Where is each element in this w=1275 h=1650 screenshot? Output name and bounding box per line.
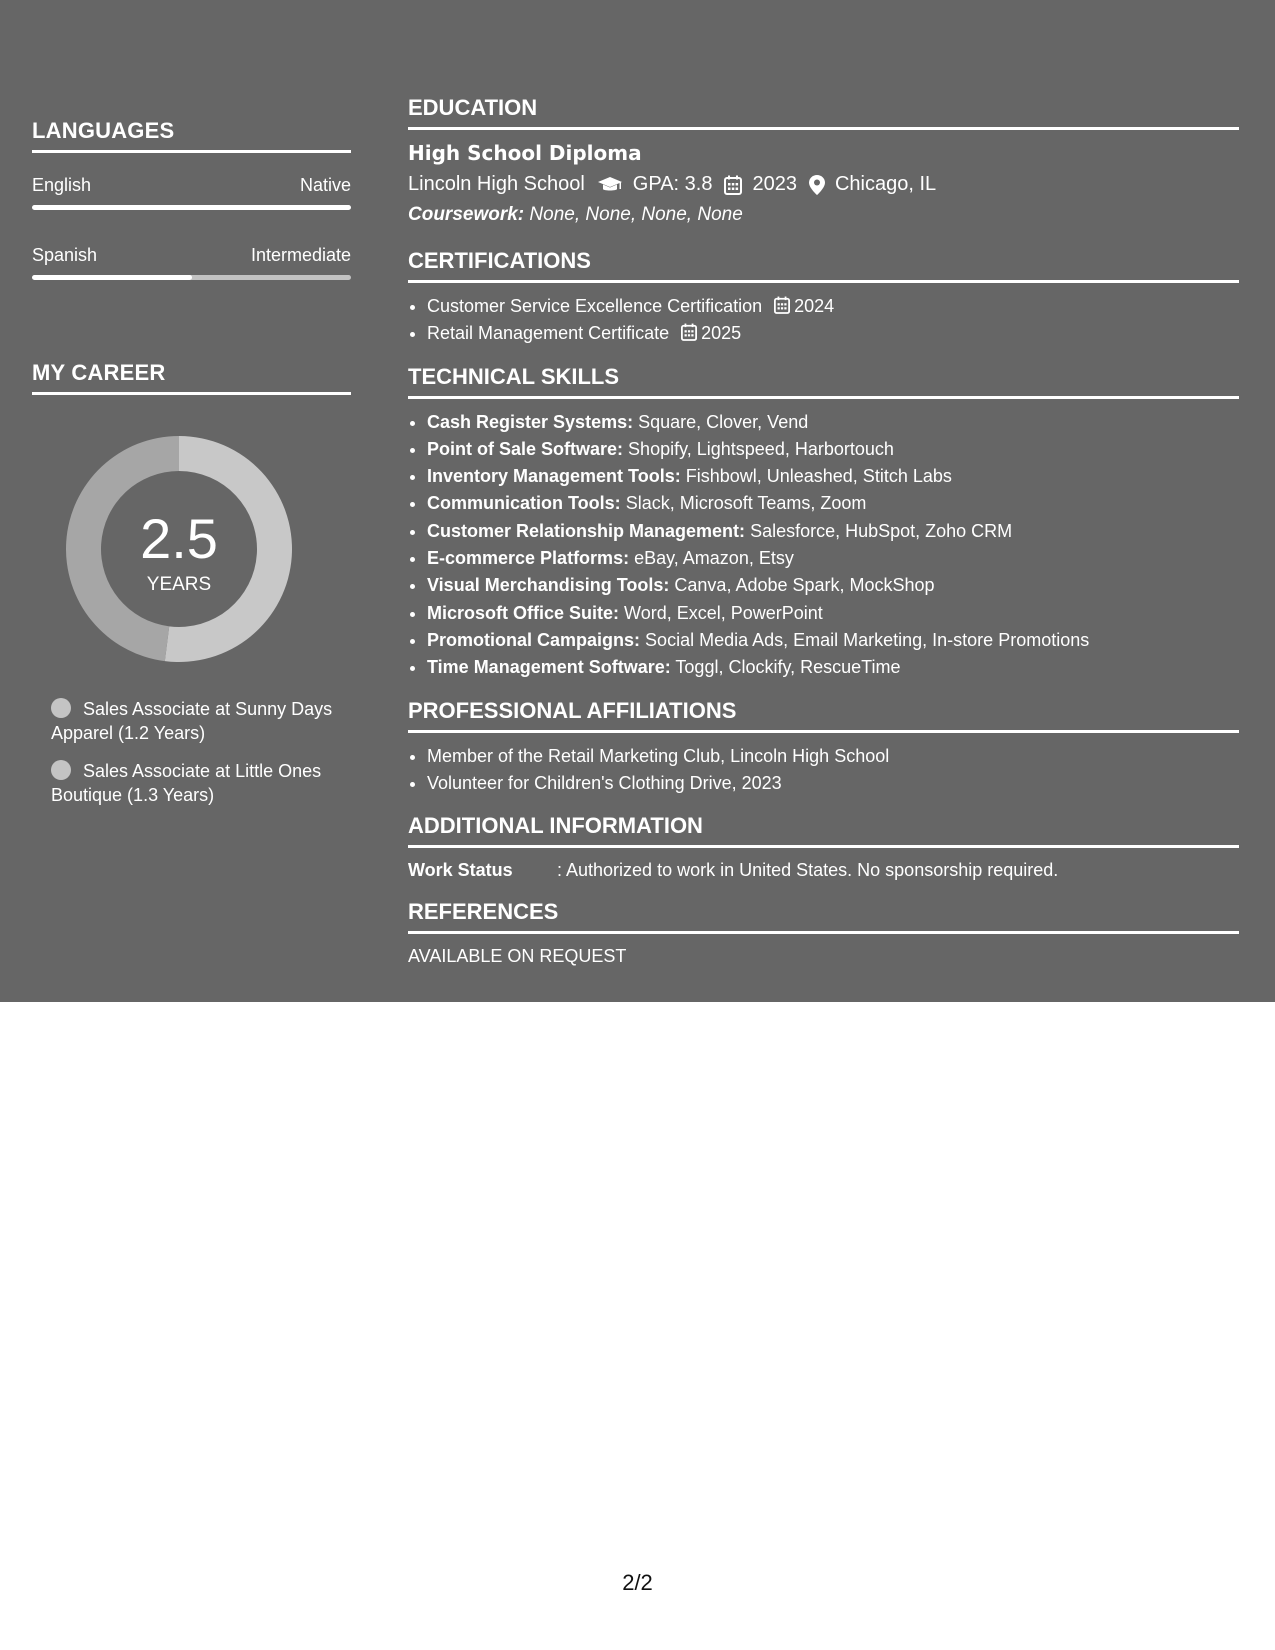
work-status-value: : Authorized to work in United States. No sponsorship required. [557,860,1059,881]
career-item [51,759,341,807]
additional-info-title: ADDITIONAL INFORMATION [408,813,1239,848]
skills-section [408,364,1239,682]
certification-year: 2025 [701,323,742,344]
gpa: GPA: 3.8 [632,173,713,195]
coursework-value: None, None, None, None [529,204,743,225]
affiliations-title: PROFESSIONAL AFFILIATIONS [408,698,1239,733]
skill-value: Salesforce, HubSpot, Zoho CRM [750,520,1013,541]
references-text: AVAILABLE ON REQUEST [408,946,627,967]
list-item [427,572,1239,599]
list-item [427,463,1239,490]
skill-value: Square, Clover, Vend [638,411,809,432]
career-item-label: Sales Associate at Little Ones Boutique (1.3 Years) [51,761,322,805]
education-meta [408,173,1239,196]
career-item [51,697,341,745]
skill-value: Shopify, Lightspeed, Harbortouch [628,438,894,459]
skills-title: TECHNICAL SKILLS [408,364,1239,399]
list-item [427,600,1239,627]
skill-label: Visual Merchandising Tools: [427,575,670,596]
skills-list [408,409,1239,682]
skill-label: Cash Register Systems: [427,411,634,432]
skill-value: eBay, Amazon, Etsy [634,548,794,569]
language-row-spanish [32,245,351,266]
list-item [427,518,1239,545]
list-item [427,293,1239,320]
list-item: • Member of the Retail Marketing Club, Lincoln High School [427,743,1239,770]
career-total-value: 2.5 [140,507,218,570]
list-item [427,627,1239,654]
graduation-year: 2023 [752,173,797,195]
affiliations-section [408,698,1239,798]
skill-label: Customer Relationship Management: [427,520,746,541]
certification-name: Customer Service Excellence Certification [427,296,763,316]
career-donut-chart [66,436,292,662]
page-number: 2/2 [622,1570,653,1595]
additional-info-section [408,813,1239,881]
language-name: Spanish [32,245,98,265]
work-status-label: Work Status [408,860,513,881]
legend-dot [51,760,71,780]
work-status-row [408,860,1239,881]
skill-label: Microsoft Office Suite: [427,602,620,623]
skill-value: Word, Excel, PowerPoint [624,602,823,623]
language-name: English [32,175,92,195]
education-section [408,95,1239,226]
language-fill [32,205,351,210]
coursework-label: Coursework: [408,204,525,225]
school-location: Chicago, IL [834,173,937,195]
skill-label: Inventory Management Tools: [427,466,681,487]
list-item [427,490,1239,517]
language-row-english [32,175,351,196]
career-title: MY CAREER [32,360,351,395]
coursework [408,204,1239,226]
career-total-unit: YEARS [146,574,212,595]
certifications-list [408,293,1239,348]
skill-value: Toggl, Clockify, RescueTime [675,657,901,678]
certification-year: 2024 [794,296,835,316]
references-title: REFERENCES [408,899,1239,934]
list-item [427,654,1239,681]
skill-value: Canva, Adobe Spark, MockShop [674,575,935,596]
list-item [427,320,1239,347]
skill-value: Social Media Ads, Email Marketing, In-store Promotions [645,629,1090,650]
graduation-cap-icon [597,176,623,194]
calendar-icon [681,323,697,341]
skill-label: Promotional Campaigns: [427,629,641,650]
list-item [427,545,1239,572]
legend-dot [51,698,71,718]
list-item: • Volunteer for Children's Clothing Drive, 2023 [427,770,1239,797]
skill-value: Slack, Microsoft Teams, Zoom [625,493,867,514]
references-section [408,899,1239,967]
language-level: Intermediate [250,245,351,265]
language-bar-english [32,205,351,210]
language-level: Native [299,175,351,195]
skill-value: Fishbowl, Unleashed, Stitch Labs [685,466,952,487]
career-item-label: Sales Associate at Sunny Days Apparel (1.2 Years) [51,699,333,743]
languages-title: LANGUAGES [32,118,351,153]
language-fill [32,275,192,280]
certifications-title: CERTIFICATIONS [408,248,1239,283]
school-name: Lincoln High School [408,173,585,195]
affiliations-list [408,743,1239,798]
list-item [427,436,1239,463]
skill-label: Time Management Software: [427,657,671,678]
certifications-section [408,248,1239,348]
education-title: EDUCATION [408,95,1239,130]
list-item [427,409,1239,436]
skill-label: E-commerce Platforms: [427,548,630,569]
skill-label: Communication Tools: [427,493,621,514]
degree: High School Diploma [408,141,642,165]
language-bar-spanish [32,275,351,280]
calendar-icon [774,296,790,314]
location-pin-icon [809,175,825,195]
career-legend [51,697,341,821]
right-column [408,95,1239,967]
skill-label: Point of Sale Software: [427,438,624,459]
calendar-icon [724,175,742,195]
certification-name: Retail Management Certificate [427,323,670,344]
